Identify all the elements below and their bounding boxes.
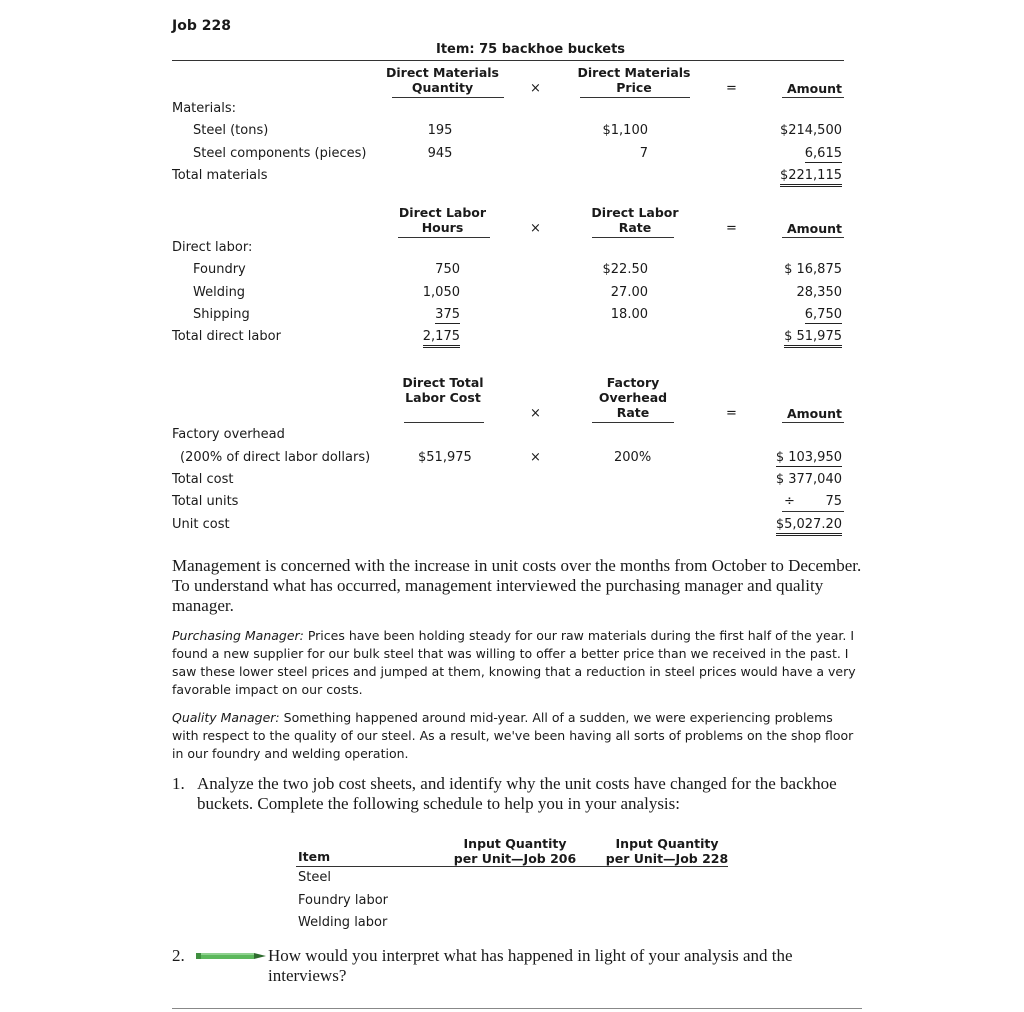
row-amount: 28,350	[796, 285, 842, 300]
rule	[782, 97, 844, 98]
materials-times: ×	[530, 81, 541, 96]
row-amount: $ 16,875	[784, 262, 842, 277]
schedule-header-rule	[296, 866, 728, 867]
row-amount: 6,750	[804, 307, 842, 322]
question-1-text: Analyze the two job cost sheets, and identify why the unit costs have changed for the backhoe buckets. Complete the following schedule to help you in your analysis:	[197, 774, 837, 813]
overhead-amount-header: Amount	[786, 406, 842, 421]
row-label: Steel components (pieces)	[193, 146, 367, 161]
row-rate: $22.50	[602, 262, 648, 277]
row-qty: 945	[427, 146, 453, 161]
row-price: $1,100	[602, 123, 648, 138]
row-amount: 6,615	[804, 146, 842, 161]
total-units-label: Total units	[172, 494, 239, 509]
quote-text: Prices have been holding steady for our raw materials during the first half of the year. I found a new supplier for our bulk steel that was willing to offer a better price than we received in the past. I saw these lower steel prices and jumped at them, knowing that a reduction in steel prices would have a very favorable impact on our costs.	[172, 628, 856, 697]
overhead-row-times: ×	[530, 450, 541, 465]
overhead-amount: $ 103,950	[775, 450, 842, 465]
speaker-label: Quality Manager:	[172, 710, 280, 725]
speaker-label: Purchasing Manager:	[172, 628, 304, 643]
schedule-col1-header: Input Quantity per Unit—Job 206	[453, 836, 577, 866]
labor-times: ×	[530, 221, 541, 236]
row-label: Shipping	[193, 307, 250, 322]
overhead-section-label: Factory overhead	[172, 427, 285, 442]
pencil-icon	[196, 949, 268, 963]
total-label: Total direct labor	[172, 329, 281, 344]
question-2-number: 2.	[172, 946, 185, 965]
rule	[580, 97, 690, 98]
overhead-cost: $51,975	[418, 450, 472, 465]
row-label: Steel (tons)	[193, 123, 269, 138]
overhead-times: ×	[530, 406, 541, 421]
labor-rate-header: Direct Labor Rate	[591, 205, 679, 235]
rule	[782, 237, 844, 238]
materials-price-header: Direct Materials Price	[577, 65, 691, 95]
quote-text: Something happened around mid-year. All of a sudden, we were experiencing problems with respect to the quality of our steel. As a result, we've been having all sorts of problems on the shop floor in our foundry and welding operation.	[172, 710, 854, 761]
row-price: 7	[639, 146, 648, 161]
labor-section-label: Direct labor:	[172, 240, 253, 255]
item-line: Item: 75 backhoe buckets	[436, 42, 626, 57]
row-rate: 18.00	[610, 307, 648, 322]
total-cost: $ 377,040	[775, 472, 842, 487]
rule	[782, 422, 844, 423]
narrative-paragraph: Management is concerned with the increase in unit costs over the months from October to December. To understand what has occurred, management interviewed the purchasing manager and quality manager.	[172, 556, 862, 615]
row-label: Foundry	[193, 262, 246, 277]
rule	[592, 422, 674, 423]
rule	[404, 422, 484, 423]
row-label: Welding	[193, 285, 246, 300]
bottom-rule	[172, 1008, 862, 1009]
materials-equals: =	[726, 81, 737, 96]
schedule-item: Welding labor	[298, 915, 388, 930]
row-hours: 750	[435, 262, 460, 277]
job-title: Job 228	[172, 18, 231, 34]
total-amount: $221,115	[760, 168, 842, 183]
schedule-col2-header: Input Quantity per Unit—Job 228	[605, 836, 729, 866]
question-1-number: 1.	[172, 774, 185, 793]
quality-manager-paragraph	[172, 709, 862, 763]
overhead-rate-header: Factory Overhead Rate	[598, 375, 668, 420]
row-hours: 375	[435, 307, 460, 322]
total-amount: $ 51,975	[760, 329, 842, 344]
materials-qty-header: Direct Materials Quantity	[386, 65, 499, 95]
rule	[592, 237, 674, 238]
row-rate: 27.00	[610, 285, 648, 300]
overhead-equals: =	[726, 406, 737, 421]
overhead-basis-label: (200% of direct labor dollars)	[180, 450, 371, 465]
question-2-text: How would you interpret what has happened in light of your analysis and the interviews?	[268, 946, 793, 985]
overhead-rate: 200%	[614, 450, 652, 465]
table-top-rule	[172, 60, 844, 61]
schedule-item: Steel	[298, 870, 331, 885]
total-units: 75	[825, 494, 842, 509]
labor-amount-header: Amount	[786, 221, 842, 236]
divide-icon: ÷	[784, 494, 795, 509]
materials-section-label: Materials:	[172, 101, 236, 116]
purchasing-manager-paragraph	[172, 627, 862, 699]
labor-hours-header: Direct Labor Hours	[398, 205, 487, 235]
row-amount: $214,500	[779, 123, 842, 138]
materials-amount-header: Amount	[786, 81, 842, 96]
labor-equals: =	[726, 221, 737, 236]
row-hours: 1,050	[422, 285, 460, 300]
unit-cost: $5,027.20	[760, 517, 842, 532]
unit-cost-label: Unit cost	[172, 517, 230, 532]
schedule-item: Foundry labor	[298, 893, 388, 908]
overhead-cost-header: Direct Total Labor Cost	[402, 375, 484, 405]
rule	[398, 237, 490, 238]
total-hours: 2,175	[400, 329, 460, 344]
rule	[782, 511, 844, 512]
rule	[392, 97, 504, 98]
total-label: Total materials	[172, 168, 268, 183]
total-cost-label: Total cost	[172, 472, 234, 487]
schedule-item-header: Item	[298, 849, 331, 864]
row-qty: 195	[427, 123, 453, 138]
